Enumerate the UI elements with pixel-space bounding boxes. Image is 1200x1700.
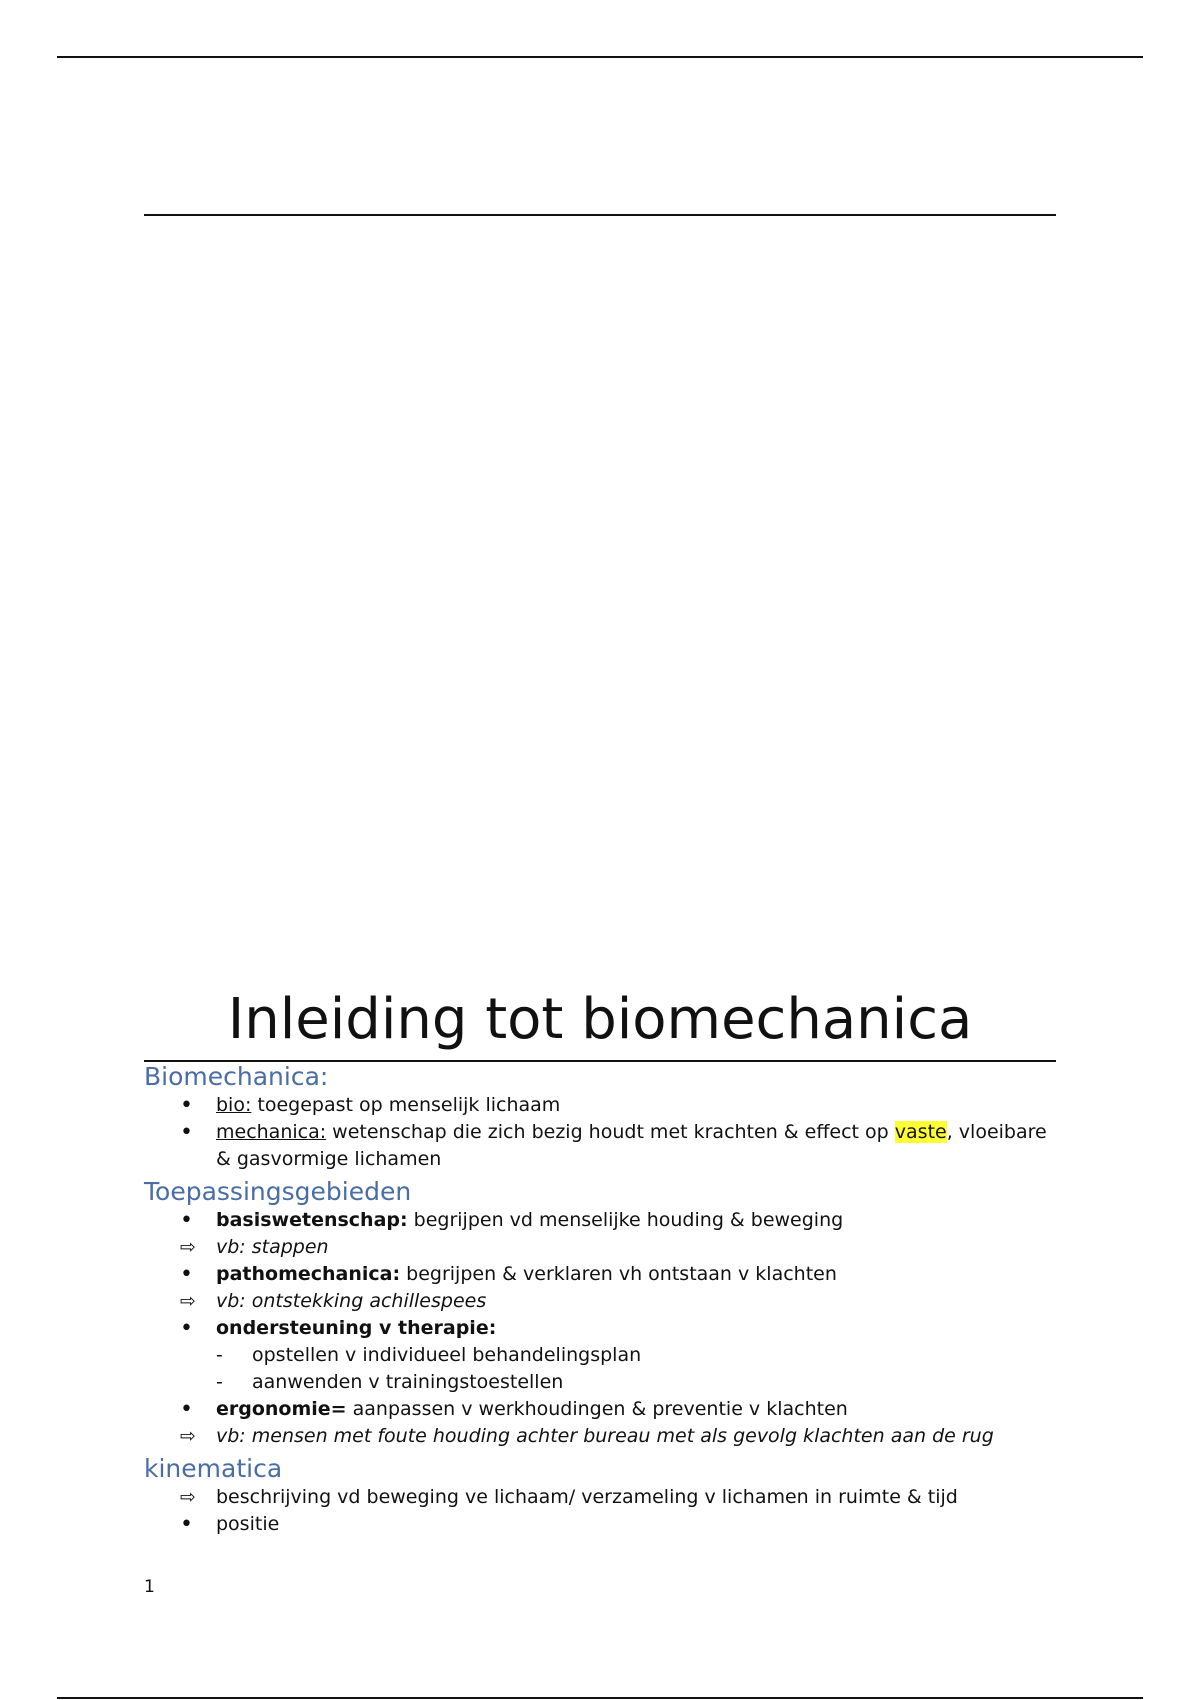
list-item-positie bbox=[144, 1511, 1056, 1538]
sub-item-behandelingsplan: opstellen v individueel behandelingsplan bbox=[252, 1344, 642, 1366]
title-block bbox=[144, 984, 1056, 1062]
example-achillespees: vb: ontstekking achillespees bbox=[216, 1290, 487, 1312]
example-stappen: vb: stappen bbox=[216, 1236, 329, 1258]
bullet-icon bbox=[180, 1261, 204, 1289]
document-body bbox=[144, 1062, 1056, 1538]
term-basiswetenschap: basiswetenschap: bbox=[216, 1209, 408, 1231]
term-pathomechanica: pathomechanica: bbox=[216, 1263, 401, 1285]
term-bio: bio: bbox=[216, 1094, 252, 1116]
example-rug: vb: mensen met foute houding achter bureau met als gevolg klachten aan de rug bbox=[216, 1425, 994, 1447]
section-heading-biomechanica: Biomechanica: bbox=[144, 1062, 329, 1091]
page-bottom-rule bbox=[57, 1697, 1143, 1699]
definition-pathomechanica: begrijpen & verklaren vh ontstaan v klachten bbox=[400, 1263, 837, 1285]
list-item-example-achillespees bbox=[144, 1288, 1056, 1315]
highlighted-word: vaste bbox=[894, 1121, 947, 1143]
kinematica-beschrijving: beschrijving vd beweging ve lichaam/ verzameling v lichamen in ruimte & tijd bbox=[216, 1486, 958, 1508]
list-item-example-stappen bbox=[144, 1234, 1056, 1261]
list-item-trainingstoestellen bbox=[144, 1369, 1056, 1396]
bullet-icon bbox=[180, 1092, 204, 1120]
arrow-right-icon: ⇨ bbox=[180, 1425, 196, 1447]
definition-mechanica-start: wetenschap die zich bezig houdt met krachten & effect op bbox=[326, 1121, 895, 1143]
bullet-icon bbox=[180, 1119, 204, 1147]
page-top-rule bbox=[57, 56, 1143, 58]
arrow-right-icon: ⇨ bbox=[180, 1236, 196, 1258]
list-item-beschrijving bbox=[144, 1484, 1056, 1511]
kinematica-list bbox=[144, 1484, 1056, 1538]
list-item-basiswetenschap bbox=[144, 1207, 1056, 1234]
bullet-icon bbox=[180, 1396, 204, 1424]
section-heading-toepassingsgebieden: Toepassingsgebieden bbox=[144, 1177, 412, 1206]
cover-rule bbox=[144, 214, 1056, 216]
arrow-right-icon: ⇨ bbox=[180, 1290, 196, 1312]
page-number: 1 bbox=[144, 1577, 155, 1597]
term-ergonomie: ergonomie= bbox=[216, 1398, 347, 1420]
list-item-ergonomie bbox=[144, 1396, 1056, 1423]
bullet-icon bbox=[180, 1207, 204, 1235]
toepassing-list bbox=[144, 1207, 1056, 1450]
dash-icon: - bbox=[216, 1371, 223, 1393]
kinematica-positie: positie bbox=[216, 1513, 280, 1535]
document-title: Inleiding tot biomechanica bbox=[227, 987, 973, 1052]
list-item-pathomechanica bbox=[144, 1261, 1056, 1288]
definition-mechanica-end: , vloeibare & gasvormige lichamen bbox=[216, 1121, 1047, 1170]
section-heading-kinematica: kinematica bbox=[144, 1454, 283, 1483]
list-item-example-rug bbox=[144, 1423, 1056, 1450]
list-item-behandelingsplan bbox=[144, 1342, 1056, 1369]
definition-basiswetenschap: begrijpen vd menselijke houding & beweging bbox=[407, 1209, 844, 1231]
definition-ergonomie: aanpassen v werkhoudingen & preventie v klachten bbox=[346, 1398, 848, 1420]
term-therapie: ondersteuning v therapie: bbox=[216, 1317, 497, 1339]
arrow-right-icon: ⇨ bbox=[180, 1486, 196, 1508]
definition-bio: toegepast op menselijk lichaam bbox=[251, 1094, 561, 1116]
bullet-icon bbox=[180, 1511, 204, 1539]
biomechanica-list bbox=[144, 1092, 1056, 1173]
bullet-icon bbox=[180, 1315, 204, 1343]
term-mechanica: mechanica: bbox=[216, 1121, 327, 1143]
sub-item-trainingstoestellen: aanwenden v trainingstoestellen bbox=[252, 1371, 564, 1393]
list-item-bio bbox=[144, 1092, 1056, 1119]
list-item-therapie bbox=[144, 1315, 1056, 1342]
list-item-mechanica bbox=[144, 1119, 1056, 1173]
dash-icon: - bbox=[216, 1344, 223, 1366]
